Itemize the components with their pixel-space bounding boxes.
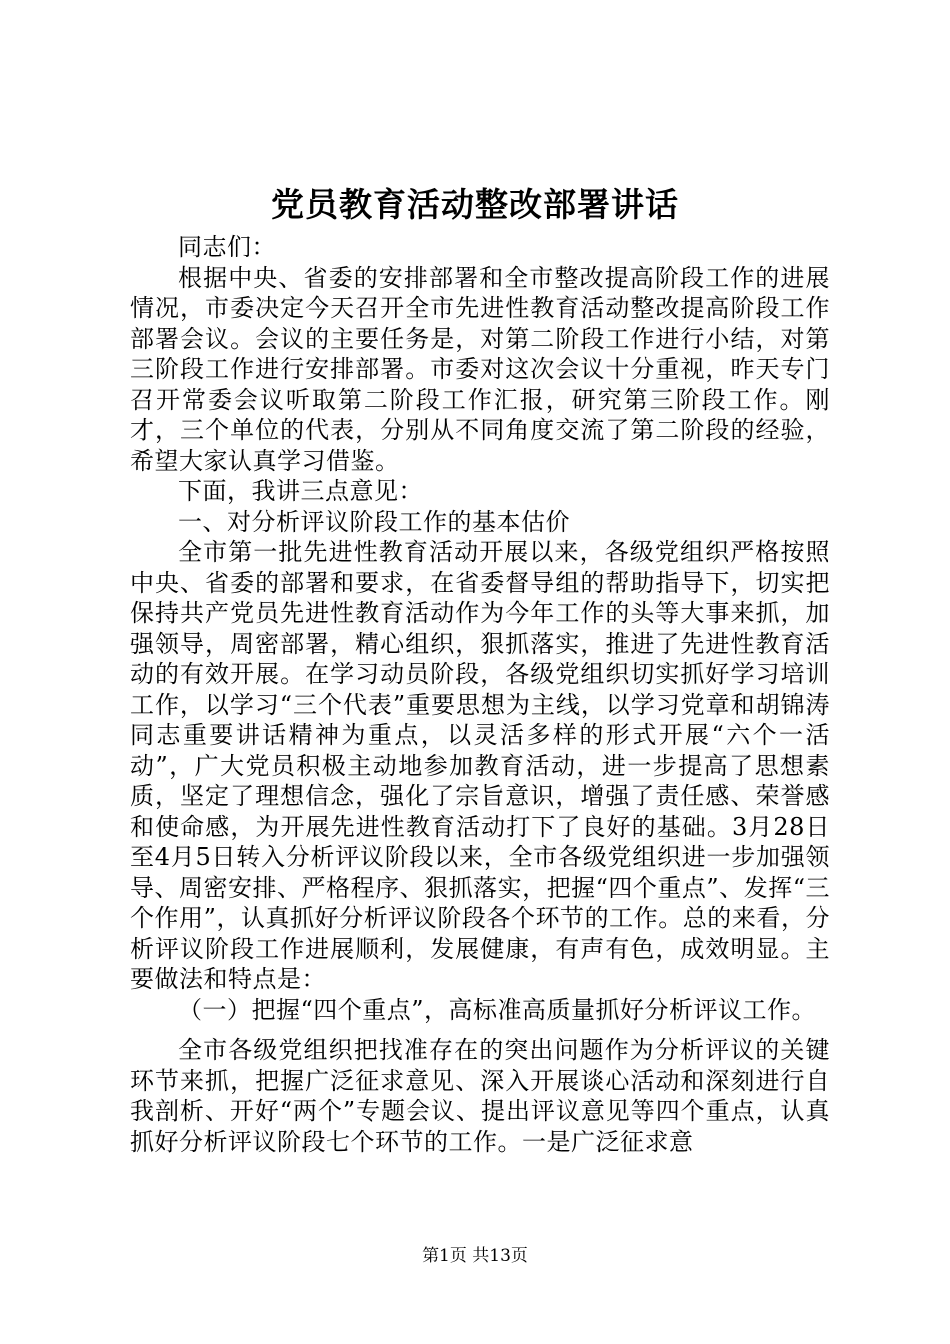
salutation-paragraph: 同志们：	[178, 233, 276, 261]
page-number-footer: 第1页 共13页	[422, 1246, 528, 1266]
intro-paragraph: 根据中央、省委的安排部署和全市整改提高阶段工作的进展情况，市委决定今天召开全市先进性教育活动整改提高阶段工作部署会议。会议的主要任务是，对第二阶段工作进行小结，对第三阶段工作进行安排部署。市委对这次会议十分重视，昨天专门召开常委会议听取第二阶段工作汇报，研究第三阶段工作。刚才，三个单位的代表，分别从不同角度交流了第二阶段的经验，希望大家认真学习借鉴。	[130, 263, 830, 475]
section-heading: 一、对分析评议阶段工作的基本估价	[178, 507, 570, 536]
subsection-heading: （一）把握“四个重点”，高标准高质量抓好分析评议工作。	[178, 995, 817, 1024]
body-paragraph: 全市第一批先进性教育活动开展以来，各级党组织严格按照中央、省委的部署和要求，在省委督导组的帮助指导下，切实把保持共产党员先进性教育活动作为今年工作的头等大事来抓，加强领导，周密部署，精心组织，狠抓落实，推进了先进性教育活动的有效开展。在学习动员阶段，各级党组织切实抓好学习培训工作，以学习“三个代表”重要思想为主线，以学习党章和胡锦涛同志重要讲话精神为重点，以灵活多样的形式开展“六个一活动”，广大党员积极主动地参加教育活动，进一步提高了思想素质，坚定了理想信念，强化了宗旨意识，增强了责任感、荣誉感和使命感，为开展先进性教育活动打下了良好的基础。3月28日至4月5日转入分析评议阶段以来，全市各级党组织进一步加强领导、周密安排、严格程序、狠抓落实，把握“四个重点”、发挥“三个作用”，认真抓好分析评议阶段各个环节的工作。总的来看，分析评议阶段工作进展顺利，发展健康，有声有色，成效明显。主要做法和特点是：	[130, 538, 830, 993]
body-paragraph: 全市各级党组织把找准存在的突出问题作为分析评议的关键环节来抓，把握广泛征求意见、深入开展谈心活动和深刻进行自我剖析、开好“两个”专题会议、提出评议意见等四个重点，认真抓好分析评议阶段七个环节的工作。一是广泛征求意	[130, 1036, 830, 1156]
document-title: 党员教育活动整改部署讲话	[271, 185, 679, 224]
document-body	[130, 232, 830, 1157]
transition-paragraph: 下面，我讲三点意见：	[178, 477, 423, 505]
